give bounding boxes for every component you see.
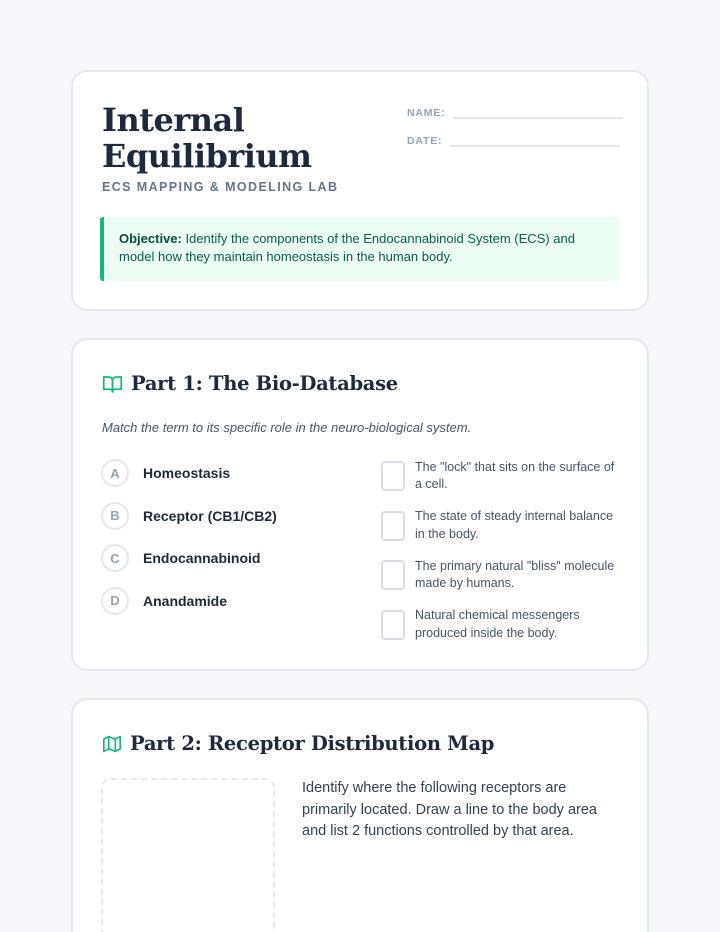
term-label: Receptor (CB1/CB2) [143,507,277,524]
definition-text: The primary natural "bliss" molecule made by humans. [415,558,615,590]
answer-box[interactable] [381,461,405,491]
objective-label: Objective: [119,231,182,246]
page-subtitle: ECS MAPPING & MODELING LAB [102,180,339,194]
term-letter: D [101,587,129,615]
date-input-line[interactable] [450,133,620,147]
term-letter: B [101,502,129,530]
definition-item [381,557,621,593]
name-field [407,105,623,119]
answer-box[interactable] [381,511,405,541]
objective-text: Identify the components of the Endocannabinoid System (ECS) and model how they maintain homeostasis in the human body. [119,231,575,264]
definition-list [381,458,621,656]
body-map-drawing-area[interactable] [101,778,275,932]
name-label: NAME: [407,107,446,119]
date-label: DATE: [407,135,443,147]
term-label: Homeostasis [143,465,231,481]
term-label: Endocannabinoid [143,550,261,566]
term-list [101,458,277,628]
part1-card [71,338,649,671]
part2-heading [102,732,494,755]
date-field [407,133,620,147]
term-letter: A [101,459,129,487]
definition-item [381,458,621,494]
term-item [101,501,277,531]
part2-instructions: Identify where the following receptors are primarily located. Draw a line to the body area and list 2 functions controlled by that area. [302,780,597,839]
definition-text: Natural chemical messengers produced inside the body. [415,608,580,640]
part1-instructions: Match the term to its specific role in the neuro-biological system. [102,420,472,435]
term-item [101,586,277,616]
part1-title: Part 1: The Bio-Database [131,372,398,395]
answer-box[interactable] [381,560,405,590]
part2-title: Part 2: Receptor Distribution Map [130,732,495,755]
term-item [101,458,277,488]
header-card [71,70,649,311]
definition-text: The state of steady internal balance in the body. [415,509,614,541]
objective-box [100,217,620,281]
page-title: Internal Equilibrium [102,101,312,175]
definition-item [381,508,621,544]
term-label: Anandamide [143,592,228,609]
map-icon [102,735,122,753]
answer-box[interactable] [381,610,405,640]
term-item [101,543,277,573]
definition-item [381,607,621,643]
part2-card [71,698,649,932]
name-input-line[interactable] [453,105,623,119]
definition-text: The "lock" that sits on the surface of a cell. [415,459,615,491]
book-open-icon [102,375,123,393]
part1-heading [102,372,398,395]
term-letter: C [101,544,129,572]
